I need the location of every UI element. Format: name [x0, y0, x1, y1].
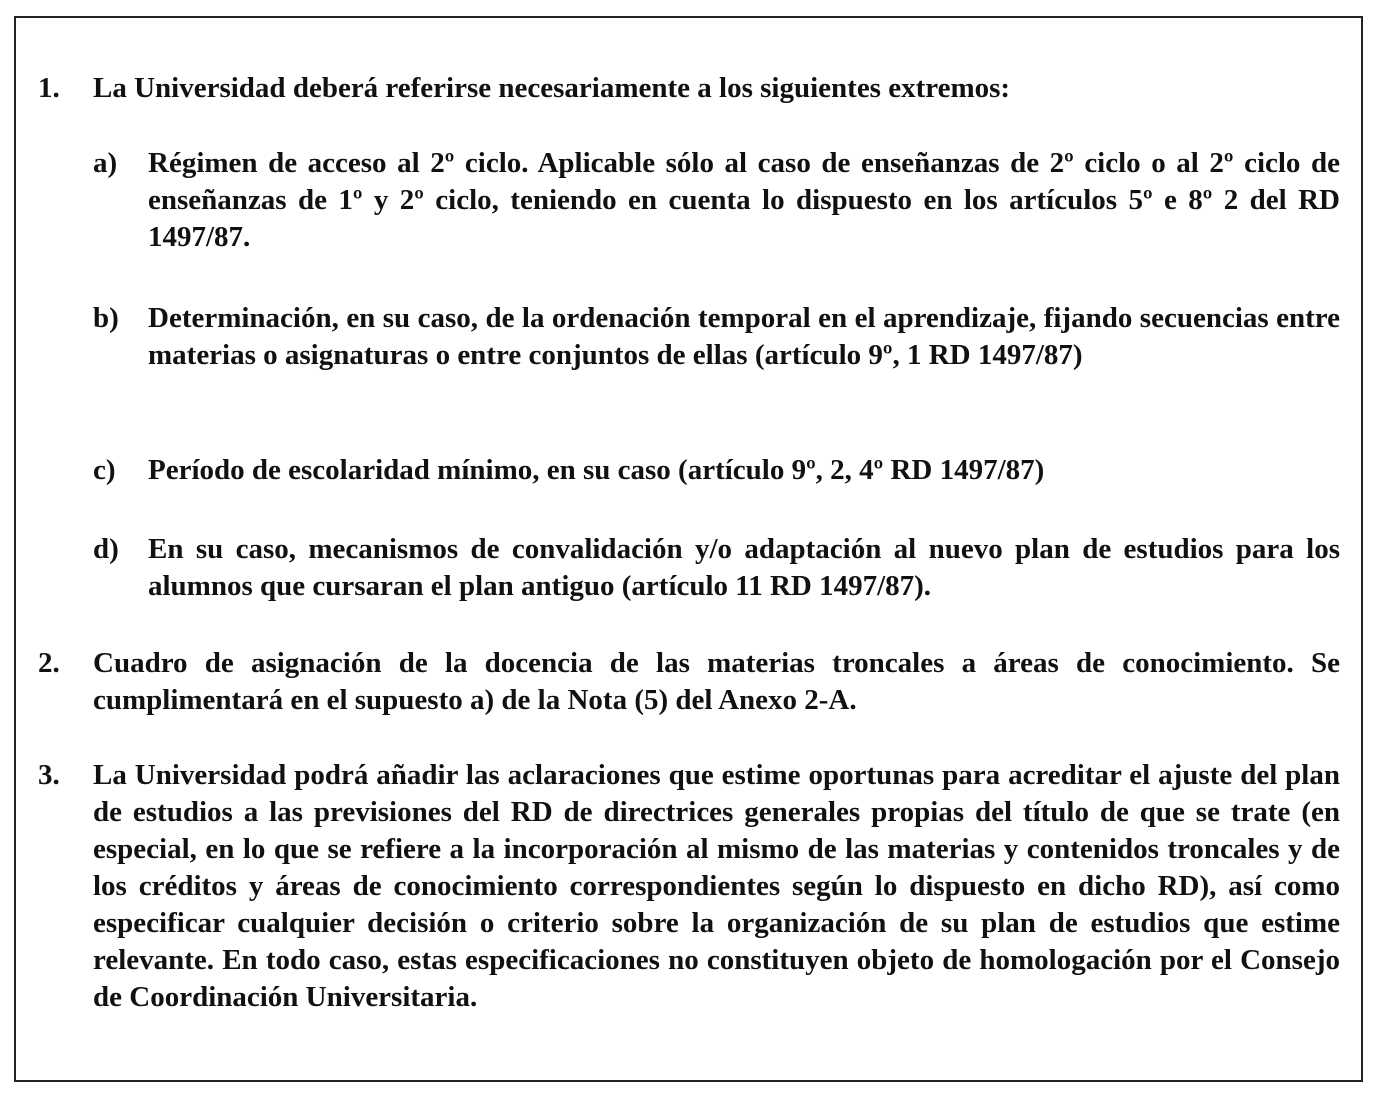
item-number: 2. — [38, 647, 60, 679]
sub-item-label: d) — [93, 533, 119, 565]
sub-item-text: En su caso, mecanismos de convalidación y/o adaptación al nuevo plan de estudios para los alumnos que cursaran el plan antiguo (artículo 11 RD 1497/87). — [148, 533, 1340, 602]
sub-item-text: Régimen de acceso al 2º ciclo. Aplicable sólo al caso de enseñanzas de 2º ciclo o al 2º ciclo de enseñanzas de 1º y 2º ciclo, teniendo en cuenta lo dispuesto en los artículos 5º e 8º 2 del RD 1497/87. — [148, 147, 1340, 253]
sub-item-label: a) — [93, 147, 118, 179]
item-text: La Universidad podrá añadir las aclaraciones que estime oportunas para acreditar el ajuste del plan de estudios a las previsiones del RD de directrices generales propias del título de que se trate (en especial, en lo que se refiere a la incorporación al mismo de las materias y contenidos troncales y de los créditos y áreas de conocimiento correspondientes según lo dispuesto en dicho RD), así como especificar cualquier decisión o criterio sobre la organización de su plan de estudios que estime relevante. En todo caso, estas especificaciones no constituyen objeto de homologación por el Consejo de Coordinación Universitaria. — [93, 759, 1340, 1013]
item-number: 3. — [38, 759, 60, 791]
item-number: 1. — [38, 72, 60, 104]
sub-item-label: b) — [93, 302, 119, 334]
item-text: La Universidad deberá referirse necesariamente a los siguientes extremos: — [93, 72, 1011, 104]
sub-item-text: Período de escolaridad mínimo, en su caso (artículo 9º, 2, 4º RD 1497/87) — [148, 454, 1045, 486]
sub-item-label: c) — [93, 454, 116, 486]
sub-item-text: Determinación, en su caso, de la ordenación temporal en el aprendizaje, fijando secuencias entre materias o asignaturas o entre conjuntos de ellas (artículo 9º, 1 RD 1497/87) — [148, 302, 1340, 371]
item-text: Cuadro de asignación de la docencia de las materias troncales a áreas de conocimiento. Se cumplimentará en el supuesto a) de la Nota (5) del Anexo 2-A. — [93, 647, 1340, 716]
